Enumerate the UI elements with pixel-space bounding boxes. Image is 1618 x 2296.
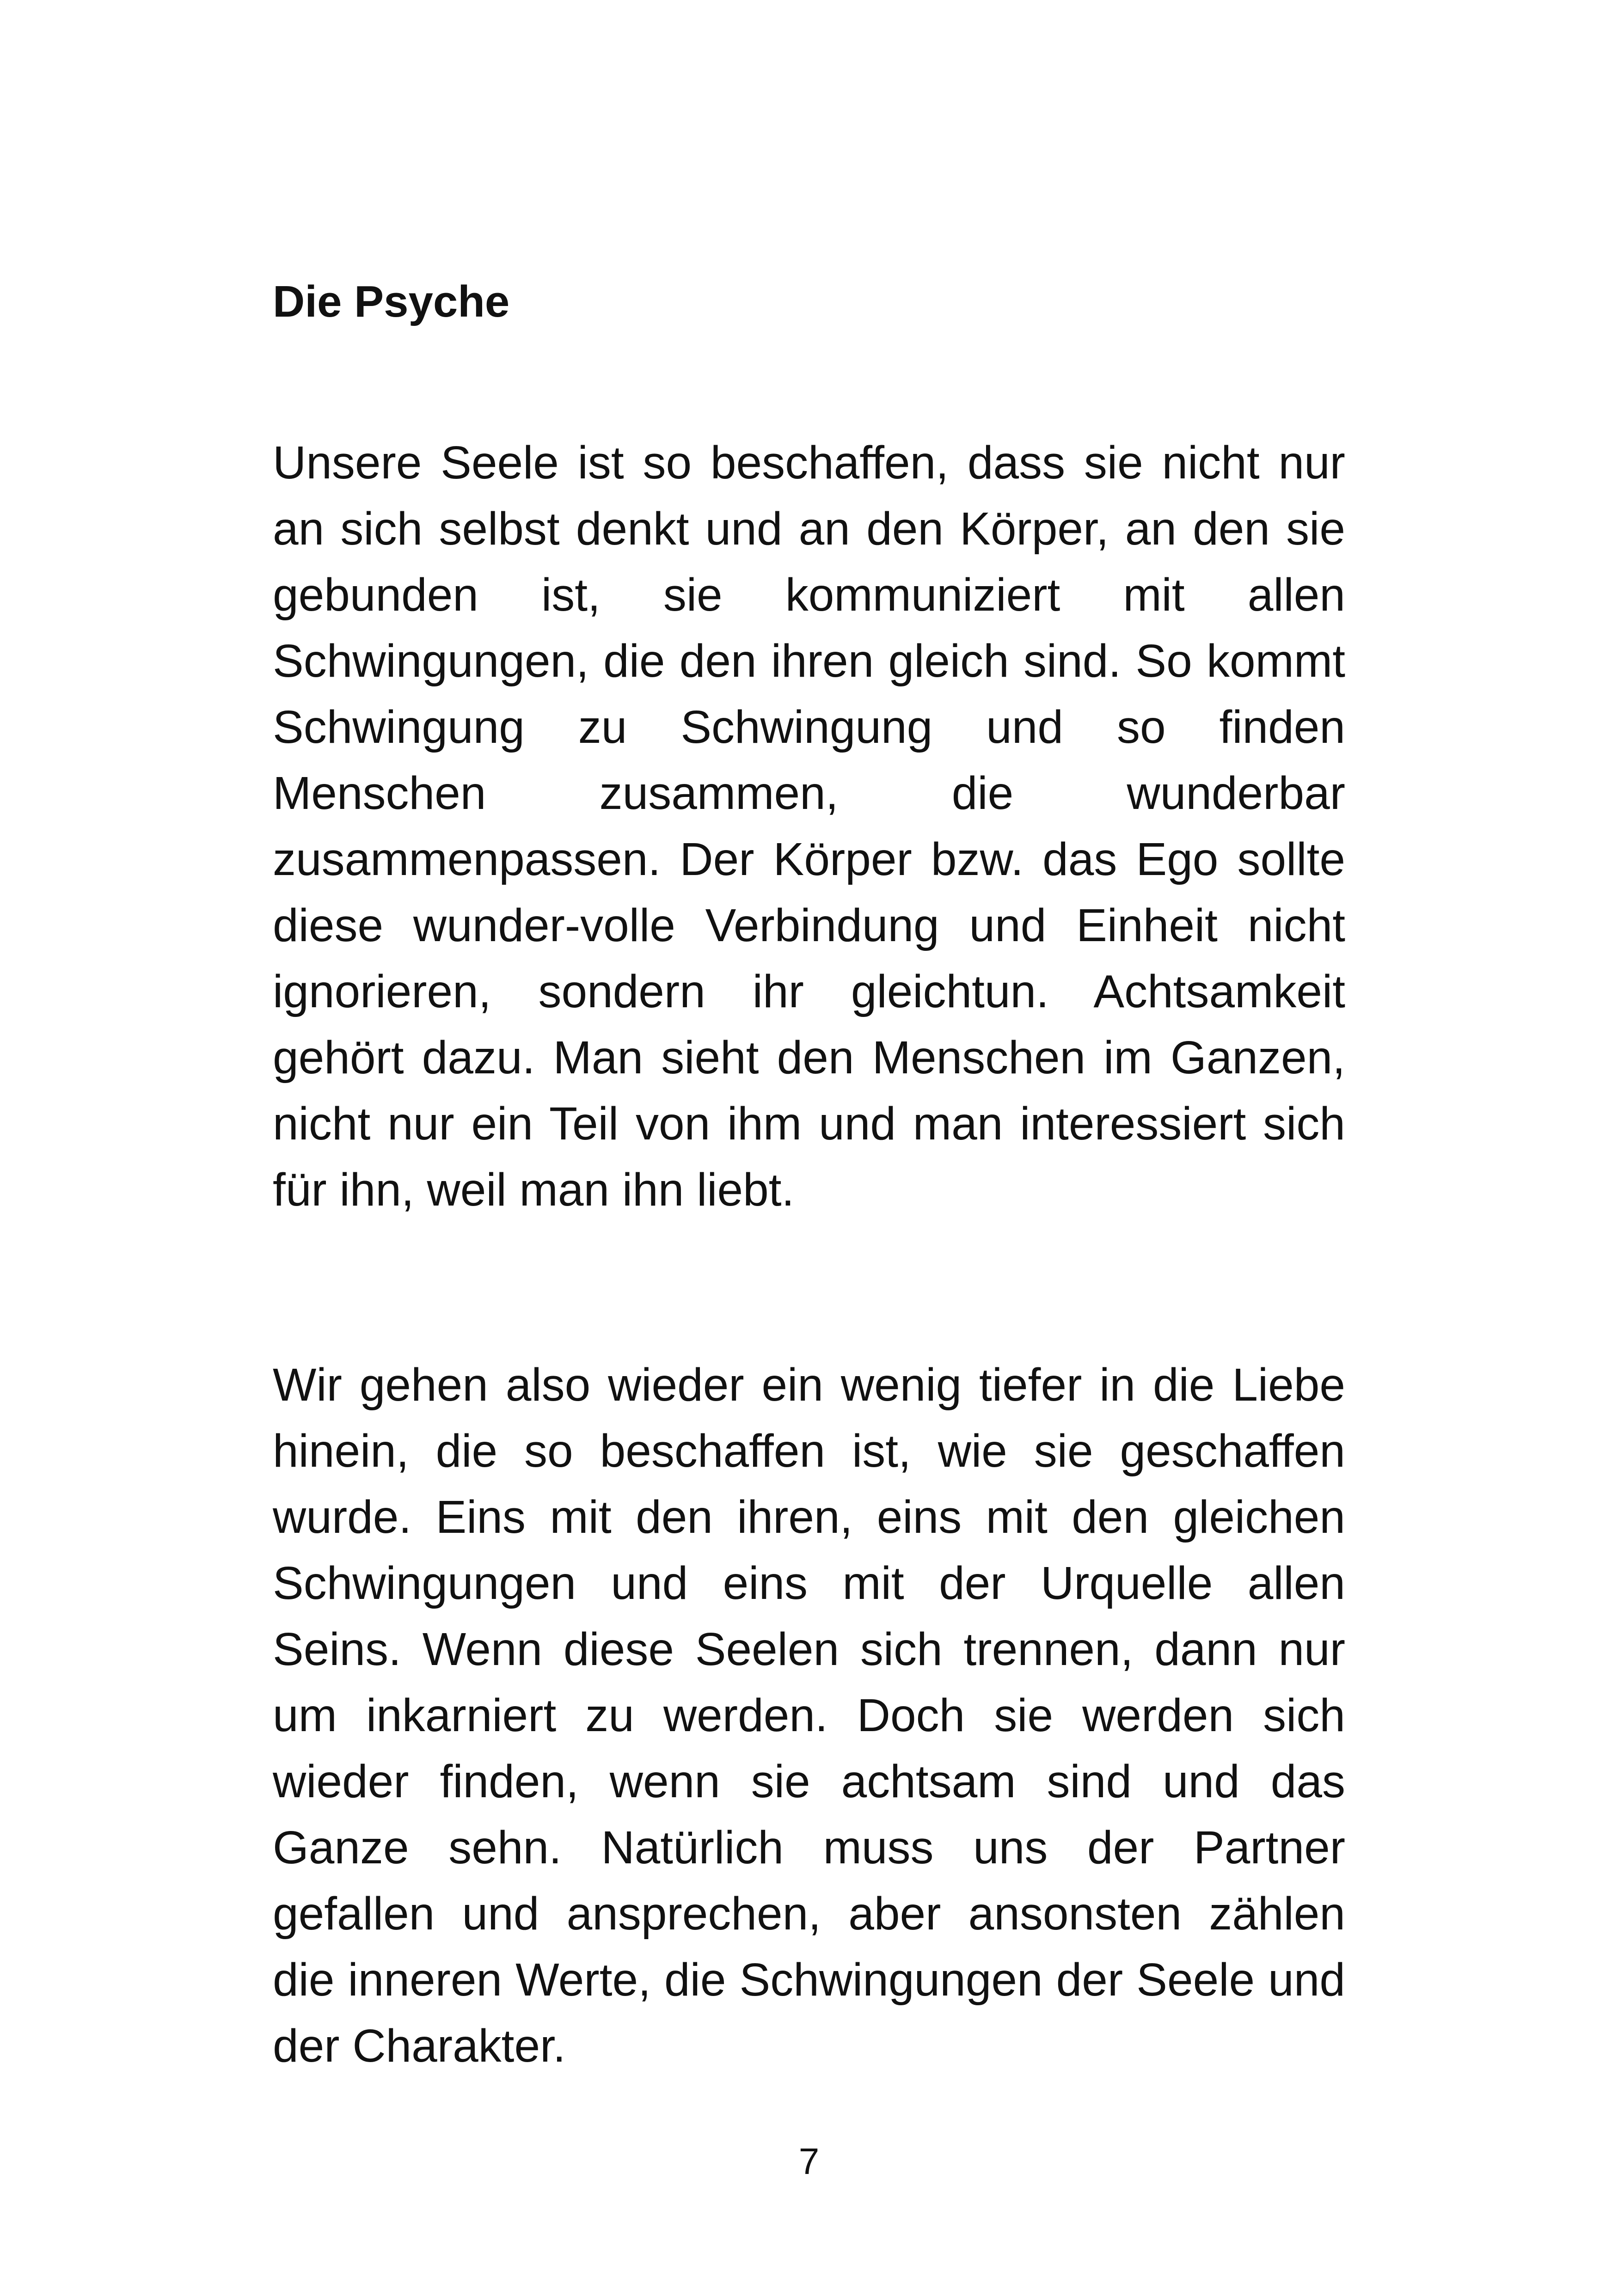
paragraph-2: Wir gehen also wieder ein wenig tiefer in die Liebe hinein, die so beschaffen ist, wie sie geschaffen wurde. Eins mit den ihren, eins mit den gleichen Schwingungen und eins mit der Urquelle allen Seins. Wenn diese Seelen sich trennen, dann nur um inkarniert zu werden. Doch sie werden sich wieder finden, wenn sie achtsam sind und das Ganze sehn. Natürlich muss uns der Partner gefallen und ansprechen, aber ansonsten zählen die inneren Werte, die Schwingungen der Seele und der Charakter. — [273, 1359, 1345, 2072]
paragraph-1: Unsere Seele ist so beschaffen, dass sie nicht nur an sich selbst denkt und an den Körper, an den sie gebunden ist, sie kommuniziert mit allen Schwingungen, die den ihren gleich sind. So kommt Schwingung zu Schwingung und so finden Menschen zusammen, die wunderbar zusammenpassen. Der Körper bzw. das Ego sollte diese wunder-volle Verbindung und Einheit nicht ignorieren, sondern ihr gleichtun. Achtsamkeit gehört dazu. Man sieht den Menschen im Ganzen, nicht nur ein Teil von ihm und man interessiert sich für ihn, weil man ihn liebt. — [273, 437, 1345, 1216]
page-number: 7 — [798, 2141, 820, 2182]
section-heading: Die Psyche — [273, 277, 510, 326]
